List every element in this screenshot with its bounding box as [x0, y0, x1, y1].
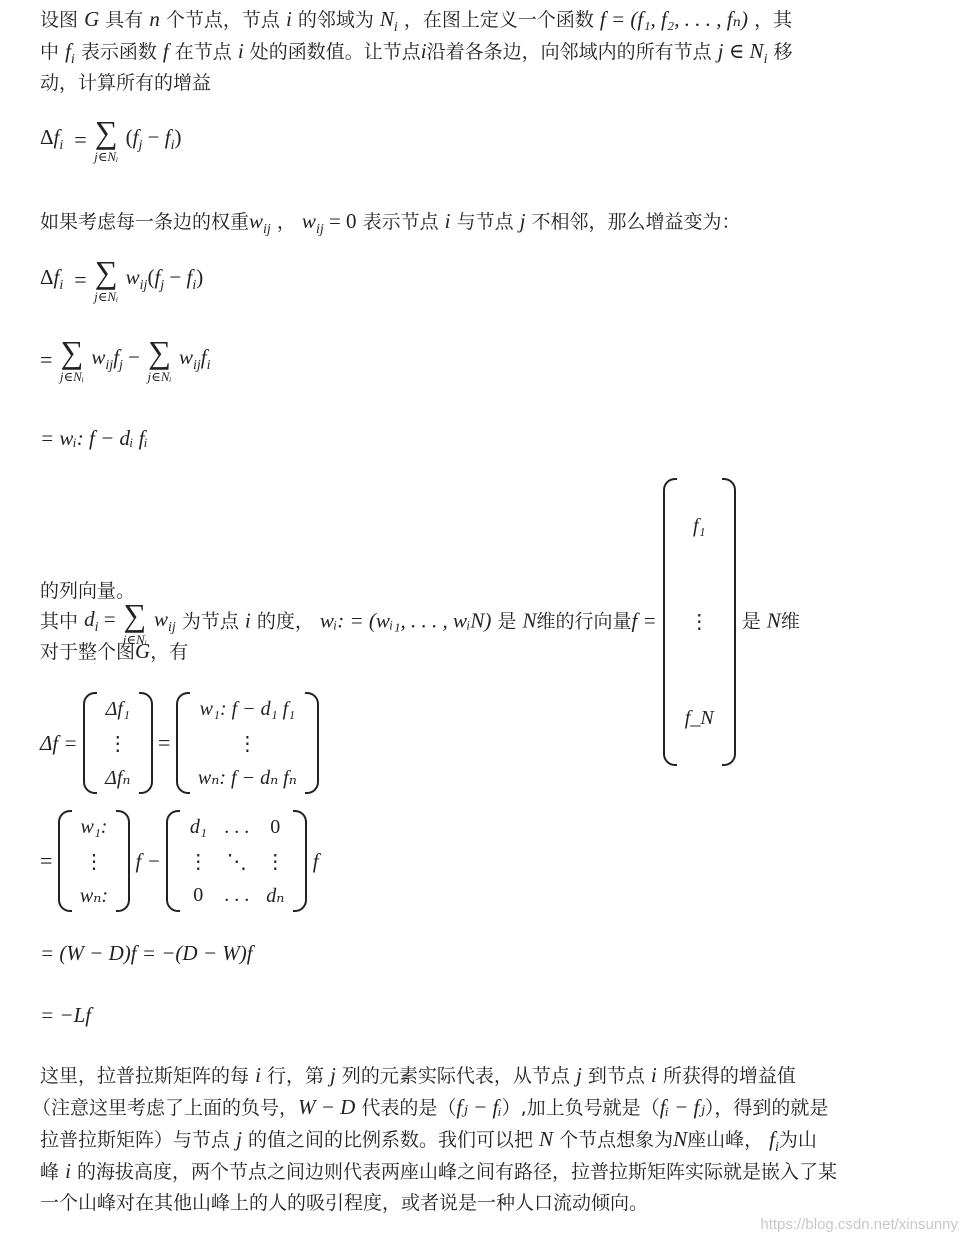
paragraph-5-line-2 — [32, 1094, 828, 1121]
sigma: ∑ — [60, 334, 84, 370]
math-w-minus-d-f: = (W − D)f = −(D − W)f — [40, 941, 253, 965]
sigma: ∑ — [94, 114, 118, 150]
equals-sign: = — [158, 730, 171, 755]
matrix-ddots: ⋱ — [226, 850, 247, 873]
text: 中 — [40, 41, 60, 63]
subscript-i: i — [393, 20, 398, 35]
math-f-minus: f − — [135, 848, 161, 873]
matrix-entry-delta-fn: Δfₙ — [105, 766, 131, 789]
text: 的度， — [256, 610, 314, 633]
math-i: i — [65, 1159, 71, 1183]
text: 在节点 — [174, 41, 232, 63]
sum-subscript: j∈Nᵢ — [94, 289, 119, 304]
math-fj-minus-fi: fⱼ − fᵢ — [456, 1095, 502, 1119]
math-wi-row-vector: wᵢ: = (wᵢ₁, . . . , wᵢN) — [319, 608, 492, 633]
equals-sign: = — [40, 848, 53, 873]
equation-matrix-1 — [40, 692, 319, 794]
matrix-entry-wn: wₙ: — [79, 884, 109, 907]
math-delta-fi: $\Delta f_i$ — [40, 125, 64, 153]
math-di-def: $d_i$ = ∑ j∈Nᵢ $w_{ij}$ — [84, 596, 176, 647]
math-delta-f-equals: Δf = — [40, 730, 78, 755]
text: 是 — [497, 610, 517, 633]
matrix-delta-f — [83, 692, 152, 794]
matrix-entry-zero: 0 — [270, 815, 281, 838]
text: 不相邻，那么增益变为： — [531, 211, 741, 233]
text: 动，计算所有的增益 — [40, 72, 212, 94]
equation-gain — [40, 116, 181, 163]
text: 维 — [780, 610, 800, 633]
text: 为节点 — [181, 610, 239, 633]
math-w: w — [301, 209, 316, 233]
paragraph-5-line-1 — [40, 1062, 796, 1089]
text: 的值之间的比例系数。我们可以把 — [247, 1129, 533, 1151]
matrix-entry-d1: d₁ — [189, 815, 207, 838]
subscript-i: i — [70, 52, 75, 67]
sum-symbol — [60, 336, 84, 383]
equals-sign: = — [68, 126, 87, 152]
text: 移 — [773, 41, 793, 63]
math-j: j — [236, 1127, 242, 1151]
text: 的邻域为 — [297, 9, 374, 31]
math-fi-minus-fj: fᵢ − fⱼ — [659, 1095, 705, 1119]
math-f: f — [312, 848, 319, 873]
paragraph-5-line-3 — [40, 1126, 817, 1161]
text: 处的函数值。让节点 — [249, 41, 421, 63]
math-i: i — [237, 39, 244, 63]
math-w-minus-d: W − D — [298, 1095, 356, 1119]
text: 座山峰， — [687, 1129, 764, 1151]
subscript-i: i — [763, 52, 768, 67]
text: （注意这里考虑了上面的负号， — [32, 1097, 299, 1119]
math-G: G — [135, 639, 151, 663]
equation-minus-lf — [40, 1002, 91, 1028]
watermark: https://blog.csdn.net/xinsunny — [760, 1216, 958, 1233]
math-N: N — [539, 1127, 554, 1151]
column-vector-f — [663, 478, 736, 766]
text: 个节点想象为 — [559, 1129, 674, 1151]
text: 个节点，节点 — [165, 9, 280, 31]
subscript-ij: ij — [315, 222, 324, 237]
text: 这里，拉普拉斯矩阵的每 — [40, 1065, 250, 1087]
matrix-entry-row-n: wₙ: f − dₙ fₙ — [197, 766, 297, 789]
math-j-in-N: j ∈ N — [717, 39, 764, 63]
matrix-w-rows — [58, 810, 130, 912]
subscript-ij: ij — [263, 222, 271, 237]
sum-symbol — [94, 256, 118, 303]
math-wij-fj-minus-fi: $w_{ij}(f_j - f_i)$ — [125, 265, 204, 293]
math-N: N — [379, 7, 394, 31]
text: 表示节点 — [362, 211, 439, 233]
matrix-vdots: ⋮ — [188, 850, 209, 873]
text: 其中 — [40, 610, 79, 633]
text: 到节点 — [587, 1065, 645, 1087]
text: 拉普拉斯矩阵）与节点 — [40, 1129, 231, 1151]
math-i: i — [420, 39, 427, 63]
math-w: w — [249, 209, 264, 233]
math-j-in-Ni — [717, 39, 768, 67]
math-wij-fj: $w_{ij}f_j$ − — [91, 345, 141, 373]
paragraph-1-line-2 — [40, 38, 793, 73]
text: 具有 — [105, 9, 144, 31]
text: 为山 — [778, 1129, 817, 1151]
text: ，有 — [150, 641, 189, 663]
math-f: f — [65, 39, 71, 63]
text: ， — [276, 211, 296, 233]
math-fj-minus-fi: $(f_j - f_i)$ — [125, 125, 182, 153]
paragraph-5-line-4 — [40, 1158, 837, 1185]
math-delta-fi: $\Delta f_i$ — [40, 265, 64, 293]
math-wij-zero — [301, 209, 357, 237]
math-N: N — [766, 608, 781, 633]
equation-w-minus-d — [40, 940, 253, 966]
math-minus-lf: = −Lf — [40, 1003, 92, 1027]
math-fi — [65, 39, 75, 67]
text: 与节点 — [456, 211, 514, 233]
text: 的列向量。 — [40, 580, 136, 602]
matrix-entry-zero: 0 — [193, 883, 204, 906]
math-f-vector: f = (f₁, f₂, . . . , fₙ) — [599, 7, 749, 31]
text: 对于整个图 — [40, 641, 136, 663]
math-i: i — [285, 7, 292, 31]
vector-entry-f1: f₁ — [692, 515, 706, 537]
math-fi — [769, 1127, 779, 1155]
equation-weighted-gain — [40, 256, 203, 303]
text: 维的行向量 — [536, 610, 632, 633]
matrix-w-minus-d — [176, 692, 319, 794]
text: 是 — [741, 610, 761, 633]
paragraph-1-line-1 — [40, 6, 792, 41]
math-f: f — [769, 1127, 776, 1151]
matrix-vdots: ⋮ — [265, 850, 286, 873]
sum-symbol — [148, 336, 172, 383]
text: 的海拔高度，两个节点之间边则代表两座山峰之间有路径，拉普拉斯矩阵实际就是嵌入了某 — [76, 1161, 837, 1183]
math-j: j — [575, 1063, 582, 1087]
equals-sign: = — [40, 346, 53, 372]
text: 列的元素实际代表，从节点 — [341, 1065, 570, 1087]
sum-subscript: j∈Nᵢ — [122, 631, 147, 647]
text: ，在图上定义一个函数 — [403, 9, 594, 31]
math-n: n — [149, 7, 160, 31]
vector-entry-fN: f_N — [684, 707, 714, 729]
math-f: f — [162, 39, 169, 63]
matrix-degree-diagonal — [166, 810, 307, 912]
matrix-vdots: ⋮ — [107, 732, 128, 755]
math-wij — [249, 209, 271, 237]
matrix-vdots: ⋮ — [83, 850, 104, 873]
paragraph-4 — [40, 638, 188, 665]
subscript-i: i — [775, 1140, 779, 1155]
matrix-hdots: . . . — [224, 883, 250, 906]
math-i: i — [255, 1063, 261, 1087]
text: ），得到的就是 — [704, 1097, 829, 1119]
equals-zero: = 0 — [328, 209, 357, 233]
math-wij-fi: $w_{ij}f_i$ — [178, 345, 211, 373]
matrix-entry-row-1: w₁: f − d₁ f₁ — [199, 697, 296, 720]
text: 设图 — [40, 9, 79, 31]
text: 行，第 — [266, 1065, 324, 1087]
text: 表示函数 — [80, 41, 157, 63]
matrix-entry-dn: dₙ — [266, 884, 285, 907]
math-Ni — [379, 7, 398, 35]
math-j: j — [330, 1063, 336, 1087]
sum-symbol — [94, 116, 118, 163]
sigma: ∑ — [123, 596, 147, 633]
equation-row-form — [40, 425, 148, 451]
equation-matrix-2 — [40, 810, 319, 912]
matrix-vdots: ⋮ — [237, 732, 258, 755]
text: ，其 — [754, 9, 793, 31]
sum-subscript: j∈Nᵢ — [59, 369, 84, 384]
math-i: i — [650, 1063, 657, 1087]
text: 沿着各条边，向邻域内的所有节点 — [426, 41, 712, 63]
matrix-entry-delta-f1: Δf₁ — [105, 697, 130, 720]
paragraph-2 — [40, 208, 741, 243]
text: 如果考虑每一条边的权重 — [40, 211, 250, 233]
matrix-entry-w1: w₁: — [80, 815, 108, 838]
math-G: G — [84, 7, 100, 31]
sigma: ∑ — [94, 254, 118, 290]
math-i: i — [444, 209, 451, 233]
math-N: N — [673, 1127, 688, 1151]
text: ）,加上负号就是（ — [501, 1097, 660, 1119]
sum-subscript: j∈Nᵢ — [147, 369, 172, 384]
text: 峰 — [40, 1161, 60, 1183]
math-N: N — [522, 608, 537, 633]
paragraph-1-line-3 — [40, 70, 211, 96]
text: 一个山峰对在其他山峰上的人的吸引程度，或者说是一种人口流动倾向。 — [40, 1192, 649, 1214]
equals-sign: = — [68, 266, 87, 292]
math-f-equals: f = — [631, 608, 657, 633]
text: 所获得的增益值 — [662, 1065, 796, 1087]
math-j: j — [519, 209, 526, 233]
matrix-hdots: . . . — [224, 815, 250, 838]
math-i: i — [244, 608, 251, 633]
paragraph-5-line-5 — [40, 1190, 648, 1216]
vector-vdots: ⋮ — [689, 611, 710, 633]
paragraph-3-line-2 — [40, 578, 135, 604]
text: 代表的是（ — [361, 1097, 457, 1119]
math-wi-f-minus-di-fi: = wᵢ: f − dᵢ fᵢ — [40, 426, 148, 450]
sum-subscript: j∈Nᵢ — [94, 149, 119, 164]
equation-expanded — [40, 336, 211, 383]
sigma: ∑ — [148, 334, 171, 370]
